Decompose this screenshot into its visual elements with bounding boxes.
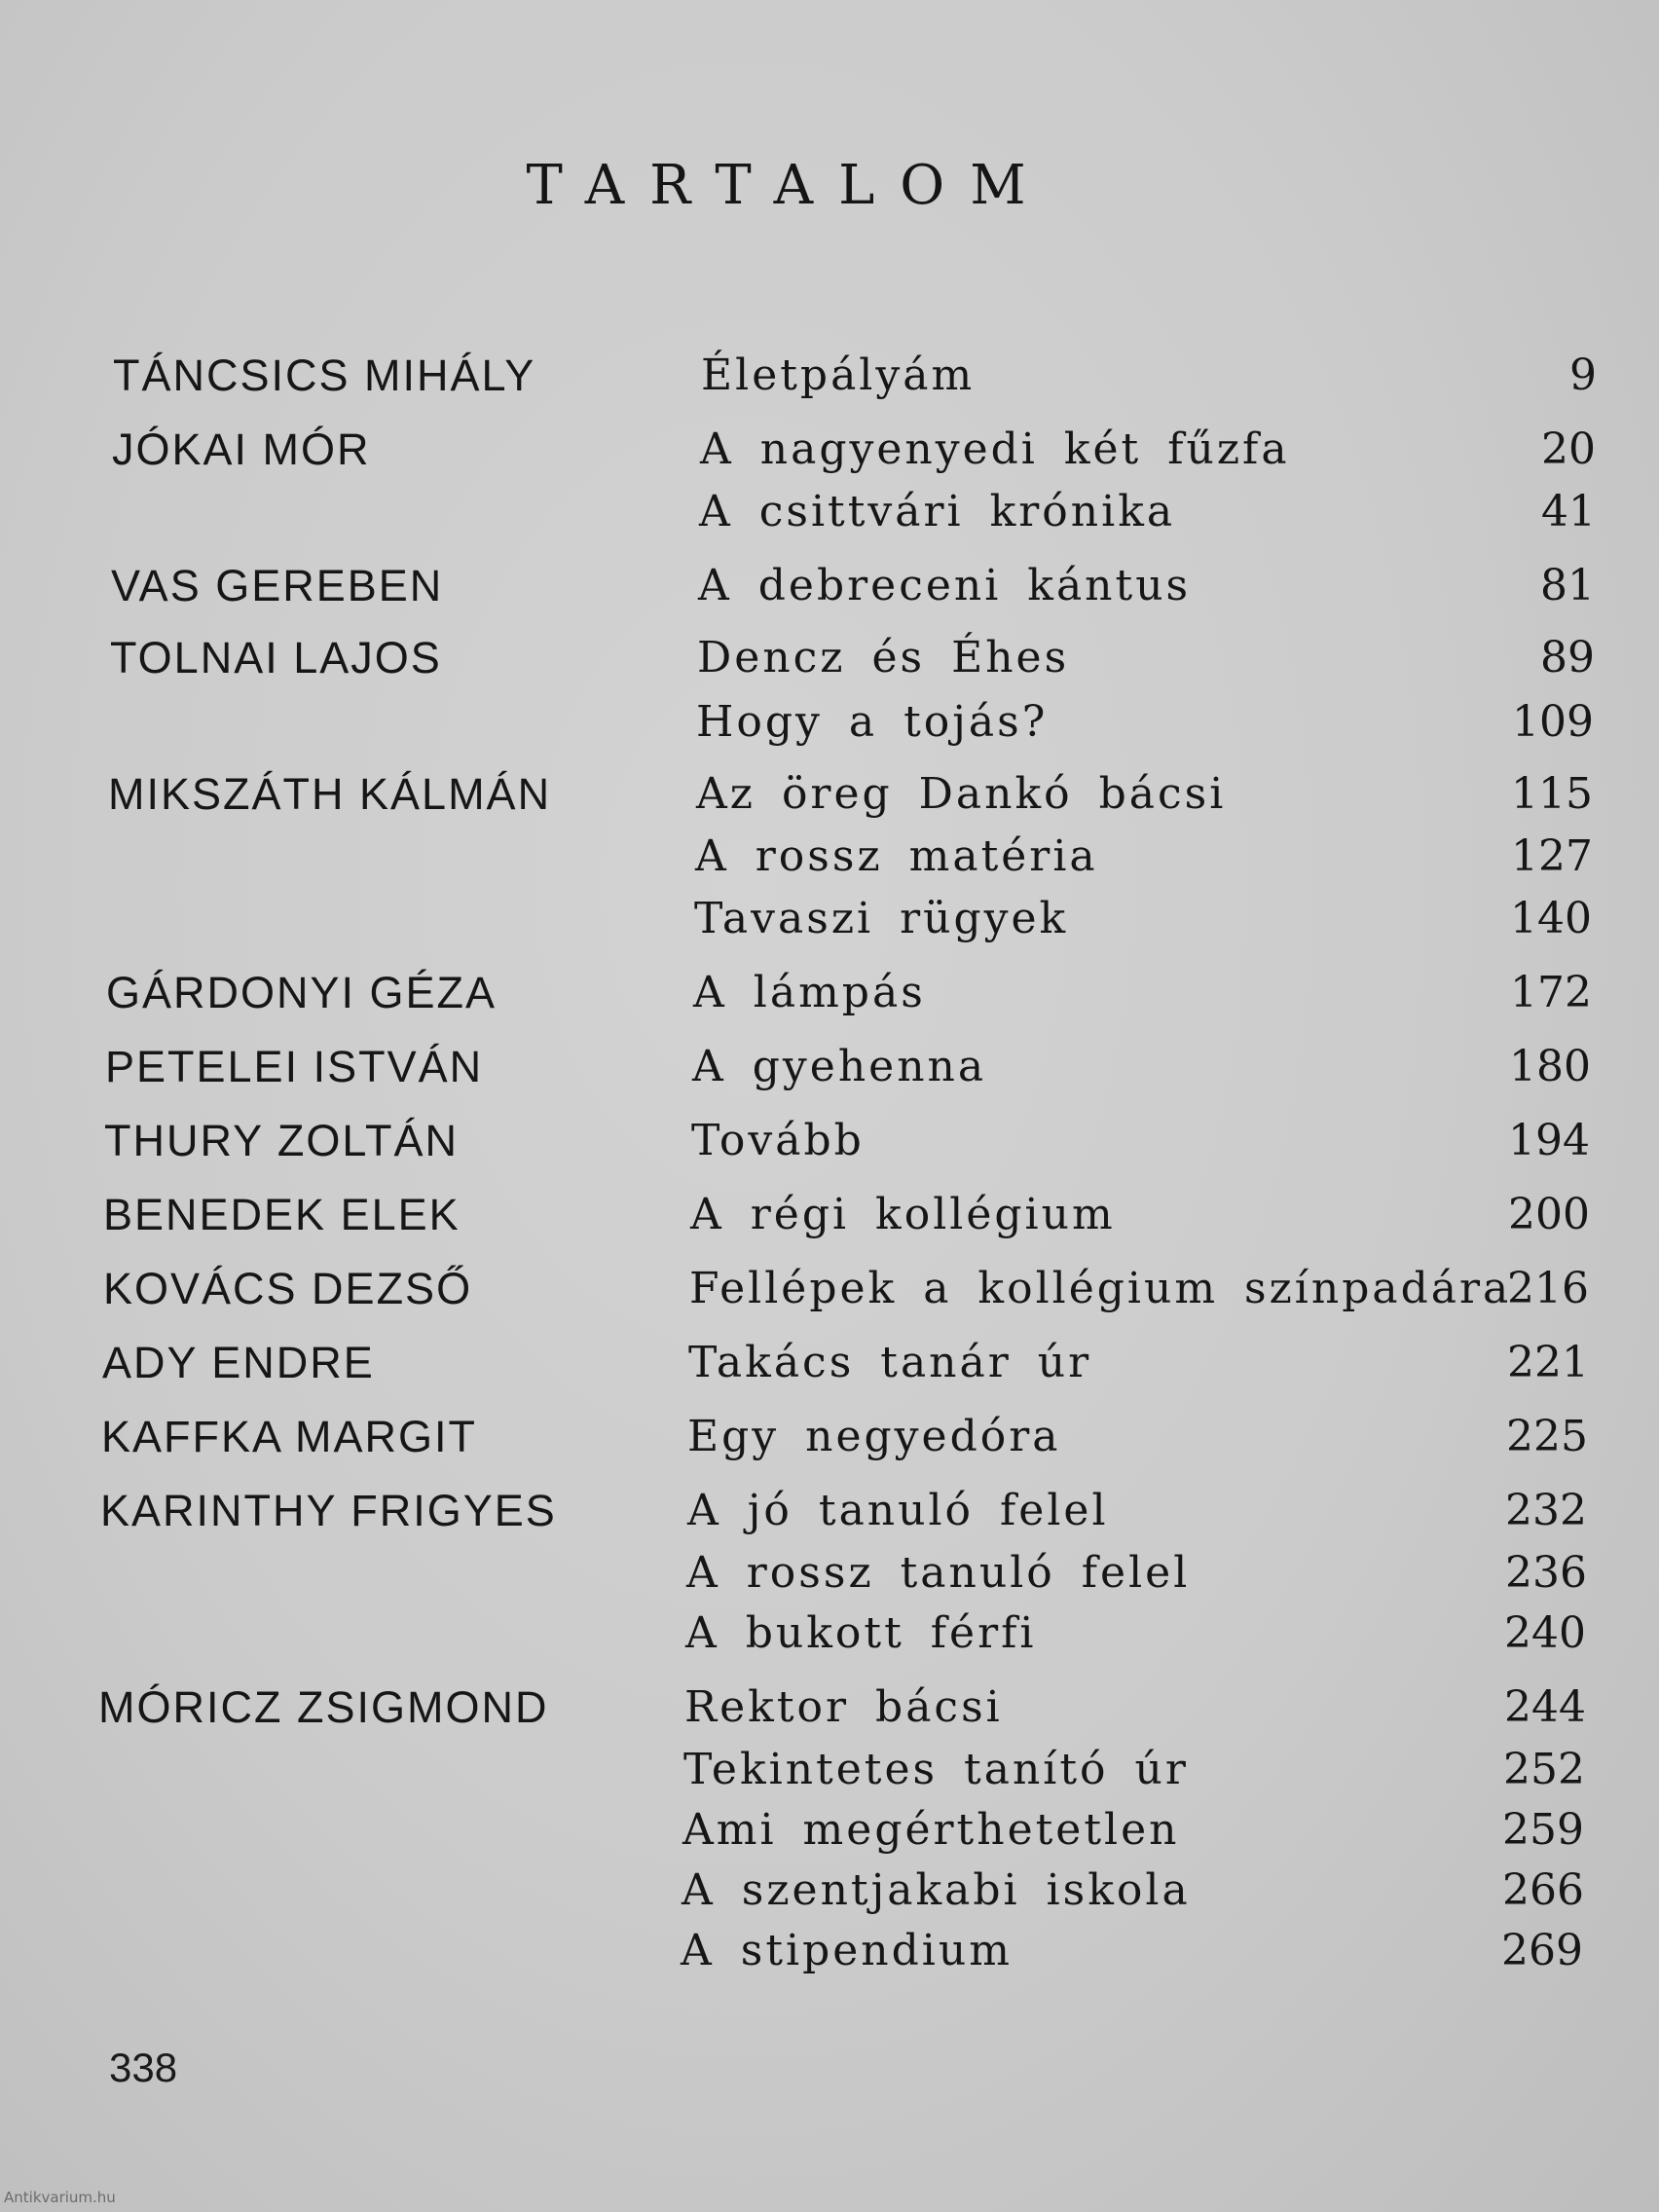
toc-page-number: 200	[1508, 1190, 1590, 1239]
toc-entry	[0, 894, 1659, 956]
toc-author: JÓKAI MÓR	[112, 424, 371, 474]
toc-work-title: A debreceni kántus	[698, 561, 1192, 610]
toc-work-title: A csittvári krónika	[699, 487, 1176, 536]
toc-work-title: A bukott férfi	[685, 1608, 1037, 1658]
toc-work-title: A lámpás	[693, 968, 926, 1017]
toc-page-number: 140	[1510, 894, 1592, 943]
toc-entry	[0, 968, 1659, 1030]
toc-page-number: 41	[1541, 487, 1596, 536]
toc-author: KARINTHY FRIGYES	[100, 1486, 557, 1535]
toc-entry	[0, 1190, 1659, 1252]
toc-page-number: 109	[1512, 697, 1594, 747]
toc-entry	[0, 1486, 1659, 1548]
toc-page-number: 232	[1505, 1486, 1587, 1535]
toc-work-title: A régi kollégium	[690, 1190, 1116, 1239]
toc-entry	[0, 1042, 1659, 1104]
toc-page-number: 269	[1501, 1926, 1583, 1975]
toc-page-number: 127	[1511, 831, 1593, 881]
toc-page-number: 81	[1540, 561, 1595, 610]
toc-author: TÁNCSICS MIHÁLY	[113, 350, 536, 400]
toc-author: MIKSZÁTH KÁLMÁN	[108, 769, 552, 819]
toc-page-number: 20	[1541, 424, 1596, 474]
toc-entry	[0, 1926, 1659, 1988]
toc-page-number: 259	[1502, 1805, 1584, 1855]
toc-work-title: Takács tanár úr	[688, 1338, 1092, 1387]
toc-page-number: 115	[1511, 769, 1593, 819]
toc-entry	[0, 487, 1659, 549]
toc-work-title: A jó tanuló felel	[687, 1486, 1109, 1535]
toc-page-number: 180	[1509, 1042, 1591, 1091]
toc-work-title: Tovább	[691, 1116, 865, 1165]
toc-page-number: 252	[1503, 1745, 1585, 1794]
toc-entry	[0, 1116, 1659, 1178]
page-title: TARTALOM	[526, 154, 1051, 217]
toc-work-title: Az öreg Dankó bácsi	[696, 769, 1227, 819]
toc-entry	[0, 1338, 1659, 1400]
toc-entry	[0, 1682, 1659, 1745]
toc-author: BENEDEK ELEK	[103, 1190, 461, 1239]
toc-page-number: 240	[1504, 1608, 1586, 1658]
toc-entry	[0, 1805, 1659, 1867]
toc-page-number: 266	[1502, 1865, 1584, 1915]
toc-entry	[0, 1548, 1659, 1610]
toc-entry	[0, 1865, 1659, 1928]
toc-page-number: 9	[1569, 350, 1597, 400]
toc-author: TOLNAI LAJOS	[110, 633, 442, 682]
toc-entry	[0, 633, 1659, 695]
toc-work-title: Tekintetes tanító úr	[683, 1745, 1189, 1794]
toc-work-title: Fellépek a kollégium színpadára	[689, 1264, 1512, 1313]
toc-entry	[0, 1608, 1659, 1671]
toc-entry	[0, 424, 1659, 487]
toc-author: KAFFKA MARGIT	[101, 1412, 478, 1461]
toc-page-number: 172	[1510, 968, 1592, 1017]
toc-work-title: Rektor bácsi	[684, 1682, 1003, 1732]
toc-page-number: 225	[1506, 1412, 1588, 1461]
toc-work-title: A gyehenna	[692, 1042, 987, 1091]
toc-entry	[0, 561, 1659, 623]
toc-entry	[0, 1745, 1659, 1807]
page-number: 338	[109, 2045, 178, 2090]
toc-work-title: Ami megérthetetlen	[682, 1805, 1180, 1855]
toc-entry	[0, 1412, 1659, 1474]
toc-work-title: Egy negyedóra	[687, 1412, 1061, 1461]
toc-entry	[0, 350, 1659, 413]
toc-page-number: 89	[1540, 633, 1595, 682]
toc-work-title: Tavaszi rügyek	[694, 894, 1069, 943]
toc-work-title: A szentjakabi iskola	[682, 1865, 1191, 1915]
toc-page-number: 244	[1504, 1682, 1586, 1732]
toc-entry	[0, 697, 1659, 759]
toc-author: KOVÁCS DEZSŐ	[103, 1264, 473, 1313]
toc-work-title: A rossz tanuló felel	[686, 1548, 1191, 1598]
toc-author: ADY ENDRE	[102, 1338, 375, 1387]
toc-page-number: 236	[1505, 1548, 1587, 1598]
toc-entry	[0, 769, 1659, 831]
toc-work-title: A stipendium	[681, 1926, 1013, 1975]
toc-work-title: Hogy a tojás?	[696, 697, 1049, 747]
toc-page-number: 221	[1507, 1338, 1589, 1387]
toc-entry	[0, 831, 1659, 894]
toc-author: MÓRICZ ZSIGMOND	[98, 1682, 549, 1732]
toc-page-number: 216	[1507, 1264, 1589, 1313]
toc-author: GÁRDONYI GÉZA	[106, 968, 498, 1017]
toc-work-title: A rossz matéria	[695, 831, 1098, 881]
toc-page-number: 194	[1508, 1116, 1590, 1165]
toc-work-title: Életpályám	[701, 350, 976, 400]
toc-author: PETELEI ISTVÁN	[105, 1042, 484, 1091]
toc-entry	[0, 1264, 1659, 1326]
toc-author: THURY ZOLTÁN	[104, 1116, 460, 1165]
watermark: Antikvarium.hu	[4, 2189, 116, 2206]
toc-author: VAS GEREBEN	[111, 561, 444, 610]
toc-work-title: A nagyenyedi két fűzfa	[700, 424, 1290, 474]
toc-work-title: Dencz és Éhes	[697, 633, 1070, 682]
